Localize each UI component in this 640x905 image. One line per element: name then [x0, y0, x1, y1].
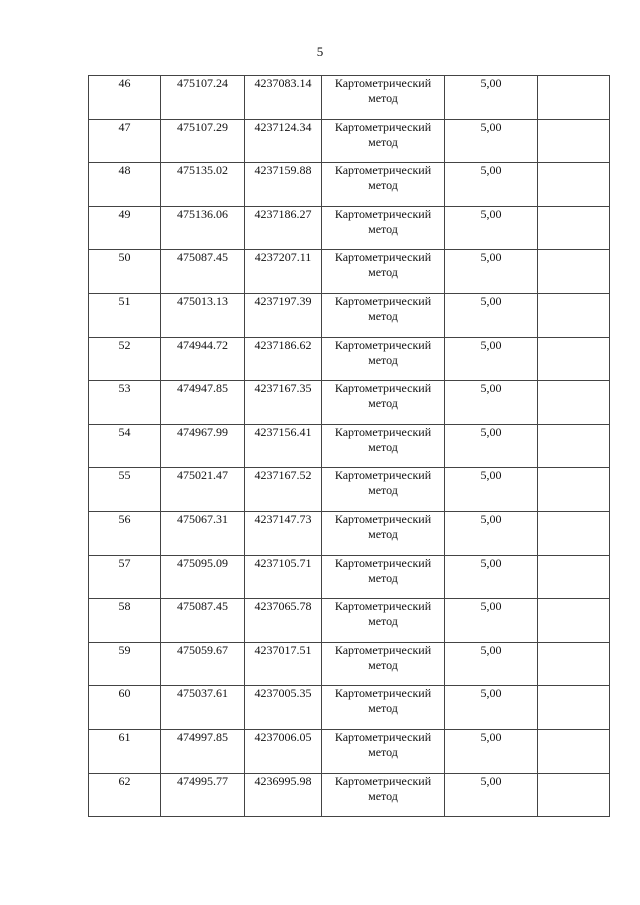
method-line-1: Картометрический [334, 293, 432, 308]
point-number-cell: 59 [89, 642, 161, 686]
note-cell [538, 293, 610, 337]
table-row [89, 337, 610, 381]
point-number-cell: 57 [89, 555, 161, 599]
point-number-cell: 52 [89, 337, 161, 381]
table-row [89, 206, 610, 250]
note-cell [538, 599, 610, 643]
y-coordinate-cell: 4237065.78 [245, 599, 322, 643]
method-cell [322, 555, 445, 599]
table-row [89, 511, 610, 555]
accuracy-cell: 5,00 [445, 686, 538, 730]
x-coordinate-cell: 475087.45 [161, 599, 245, 643]
point-number-cell: 47 [89, 119, 161, 163]
note-cell [538, 424, 610, 468]
x-coordinate-cell: 474997.85 [161, 729, 245, 773]
method-line-1: Картометрический [334, 424, 432, 439]
table-row [89, 468, 610, 512]
x-coordinate-cell: 475107.24 [161, 76, 245, 120]
accuracy-cell: 5,00 [445, 642, 538, 686]
method-line-1: Картометрический [334, 206, 432, 221]
method-line-1: Картометрический [334, 773, 432, 788]
x-coordinate-cell: 474995.77 [161, 773, 245, 817]
accuracy-cell: 5,00 [445, 511, 538, 555]
method-line-1: Картометрический [334, 119, 432, 134]
method-line-2: метод [368, 265, 398, 280]
accuracy-cell: 5,00 [445, 424, 538, 468]
accuracy-cell: 5,00 [445, 76, 538, 120]
x-coordinate-cell: 475067.31 [161, 511, 245, 555]
method-line-2: метод [368, 308, 398, 323]
method-line-2: метод [368, 91, 398, 105]
accuracy-cell: 5,00 [445, 468, 538, 512]
method-line-1: Картометрический [334, 468, 432, 483]
method-line-2: метод [368, 396, 398, 411]
method-line-1: Картометрический [334, 250, 432, 265]
x-coordinate-cell: 475107.29 [161, 119, 245, 163]
x-coordinate-cell: 475013.13 [161, 293, 245, 337]
table-row [89, 599, 610, 643]
method-cell [322, 773, 445, 817]
point-number-cell: 53 [89, 381, 161, 425]
table-row [89, 555, 610, 599]
x-coordinate-cell: 475059.67 [161, 642, 245, 686]
x-coordinate-cell: 474944.72 [161, 337, 245, 381]
table-row [89, 250, 610, 294]
accuracy-cell: 5,00 [445, 599, 538, 643]
method-line-1: Картометрический [334, 599, 432, 614]
x-coordinate-cell: 474967.99 [161, 424, 245, 468]
accuracy-cell: 5,00 [445, 206, 538, 250]
method-line-2: метод [368, 614, 398, 629]
note-cell [538, 206, 610, 250]
x-coordinate-cell: 475136.06 [161, 206, 245, 250]
method-cell [322, 163, 445, 207]
y-coordinate-cell: 4237159.88 [245, 163, 322, 207]
y-coordinate-cell: 4237207.11 [245, 250, 322, 294]
y-coordinate-cell: 4237005.35 [245, 686, 322, 730]
method-line-2: метод [368, 134, 398, 149]
table-body [89, 76, 610, 817]
note-cell [538, 642, 610, 686]
x-coordinate-cell: 474947.85 [161, 381, 245, 425]
point-number-cell: 49 [89, 206, 161, 250]
accuracy-cell: 5,00 [445, 773, 538, 817]
note-cell [538, 76, 610, 120]
note-cell [538, 773, 610, 817]
method-cell [322, 729, 445, 773]
y-coordinate-cell: 4237186.27 [245, 206, 322, 250]
note-cell [538, 468, 610, 512]
point-number-cell: 61 [89, 729, 161, 773]
table-row [89, 119, 610, 163]
note-cell [538, 163, 610, 207]
method-line-2: метод [368, 788, 398, 803]
y-coordinate-cell: 4237105.71 [245, 555, 322, 599]
note-cell [538, 555, 610, 599]
note-cell [538, 511, 610, 555]
accuracy-cell: 5,00 [445, 729, 538, 773]
method-line-1: Картометрический [334, 337, 432, 352]
method-cell [322, 76, 445, 120]
accuracy-cell: 5,00 [445, 337, 538, 381]
table-row [89, 381, 610, 425]
table-row [89, 773, 610, 817]
note-cell [538, 119, 610, 163]
table-row [89, 686, 610, 730]
table-row [89, 729, 610, 773]
point-number-cell: 55 [89, 468, 161, 512]
x-coordinate-cell: 475135.02 [161, 163, 245, 207]
method-cell [322, 250, 445, 294]
y-coordinate-cell: 4237167.35 [245, 381, 322, 425]
accuracy-cell: 5,00 [445, 119, 538, 163]
y-coordinate-cell: 4237147.73 [245, 511, 322, 555]
method-cell [322, 119, 445, 163]
page-number: 5 [316, 44, 324, 59]
y-coordinate-cell: 4237124.34 [245, 119, 322, 163]
accuracy-cell: 5,00 [445, 163, 538, 207]
method-line-1: Картометрический [334, 76, 432, 90]
x-coordinate-cell: 475087.45 [161, 250, 245, 294]
point-number-cell: 46 [89, 76, 161, 120]
point-number-cell: 54 [89, 424, 161, 468]
point-number-cell: 50 [89, 250, 161, 294]
point-number-cell: 58 [89, 599, 161, 643]
method-line-2: метод [368, 570, 398, 585]
note-cell [538, 686, 610, 730]
point-number-cell: 48 [89, 163, 161, 207]
accuracy-cell: 5,00 [445, 381, 538, 425]
note-cell [538, 250, 610, 294]
y-coordinate-cell: 4237156.41 [245, 424, 322, 468]
method-line-1: Картометрический [334, 381, 432, 396]
method-cell [322, 511, 445, 555]
method-cell [322, 599, 445, 643]
method-cell [322, 381, 445, 425]
table-row [89, 163, 610, 207]
point-number-cell: 51 [89, 293, 161, 337]
accuracy-cell: 5,00 [445, 293, 538, 337]
method-cell [322, 337, 445, 381]
method-line-1: Картометрический [334, 642, 432, 657]
method-line-2: метод [368, 178, 398, 193]
y-coordinate-cell: 4237167.52 [245, 468, 322, 512]
note-cell [538, 381, 610, 425]
method-cell [322, 468, 445, 512]
table-row [89, 642, 610, 686]
point-number-cell: 56 [89, 511, 161, 555]
method-line-1: Картометрический [334, 511, 432, 526]
method-line-2: метод [368, 221, 398, 236]
x-coordinate-cell: 475037.61 [161, 686, 245, 730]
coordinates-table [88, 75, 610, 817]
y-coordinate-cell: 4237017.51 [245, 642, 322, 686]
method-line-2: метод [368, 483, 398, 498]
method-line-2: метод [368, 744, 398, 759]
x-coordinate-cell: 475021.47 [161, 468, 245, 512]
note-cell [538, 729, 610, 773]
method-line-2: метод [368, 439, 398, 454]
method-cell [322, 424, 445, 468]
y-coordinate-cell: 4237197.39 [245, 293, 322, 337]
method-cell [322, 642, 445, 686]
method-line-2: метод [368, 526, 398, 541]
point-number-cell: 60 [89, 686, 161, 730]
method-cell [322, 293, 445, 337]
note-cell [538, 337, 610, 381]
accuracy-cell: 5,00 [445, 555, 538, 599]
x-coordinate-cell: 475095.09 [161, 555, 245, 599]
table-row [89, 76, 610, 120]
y-coordinate-cell: 4237083.14 [245, 76, 322, 120]
point-number-cell: 62 [89, 773, 161, 817]
accuracy-cell: 5,00 [445, 250, 538, 294]
method-line-1: Картометрический [334, 729, 432, 744]
y-coordinate-cell: 4236995.98 [245, 773, 322, 817]
table-row [89, 293, 610, 337]
y-coordinate-cell: 4237006.05 [245, 729, 322, 773]
y-coordinate-cell: 4237186.62 [245, 337, 322, 381]
method-line-1: Картометрический [334, 163, 432, 178]
method-line-2: метод [368, 701, 398, 716]
method-cell [322, 206, 445, 250]
method-line-2: метод [368, 657, 398, 672]
table-row [89, 424, 610, 468]
method-line-2: метод [368, 352, 398, 367]
method-cell [322, 686, 445, 730]
method-line-1: Картометрический [334, 686, 432, 701]
method-line-1: Картометрический [334, 555, 432, 570]
